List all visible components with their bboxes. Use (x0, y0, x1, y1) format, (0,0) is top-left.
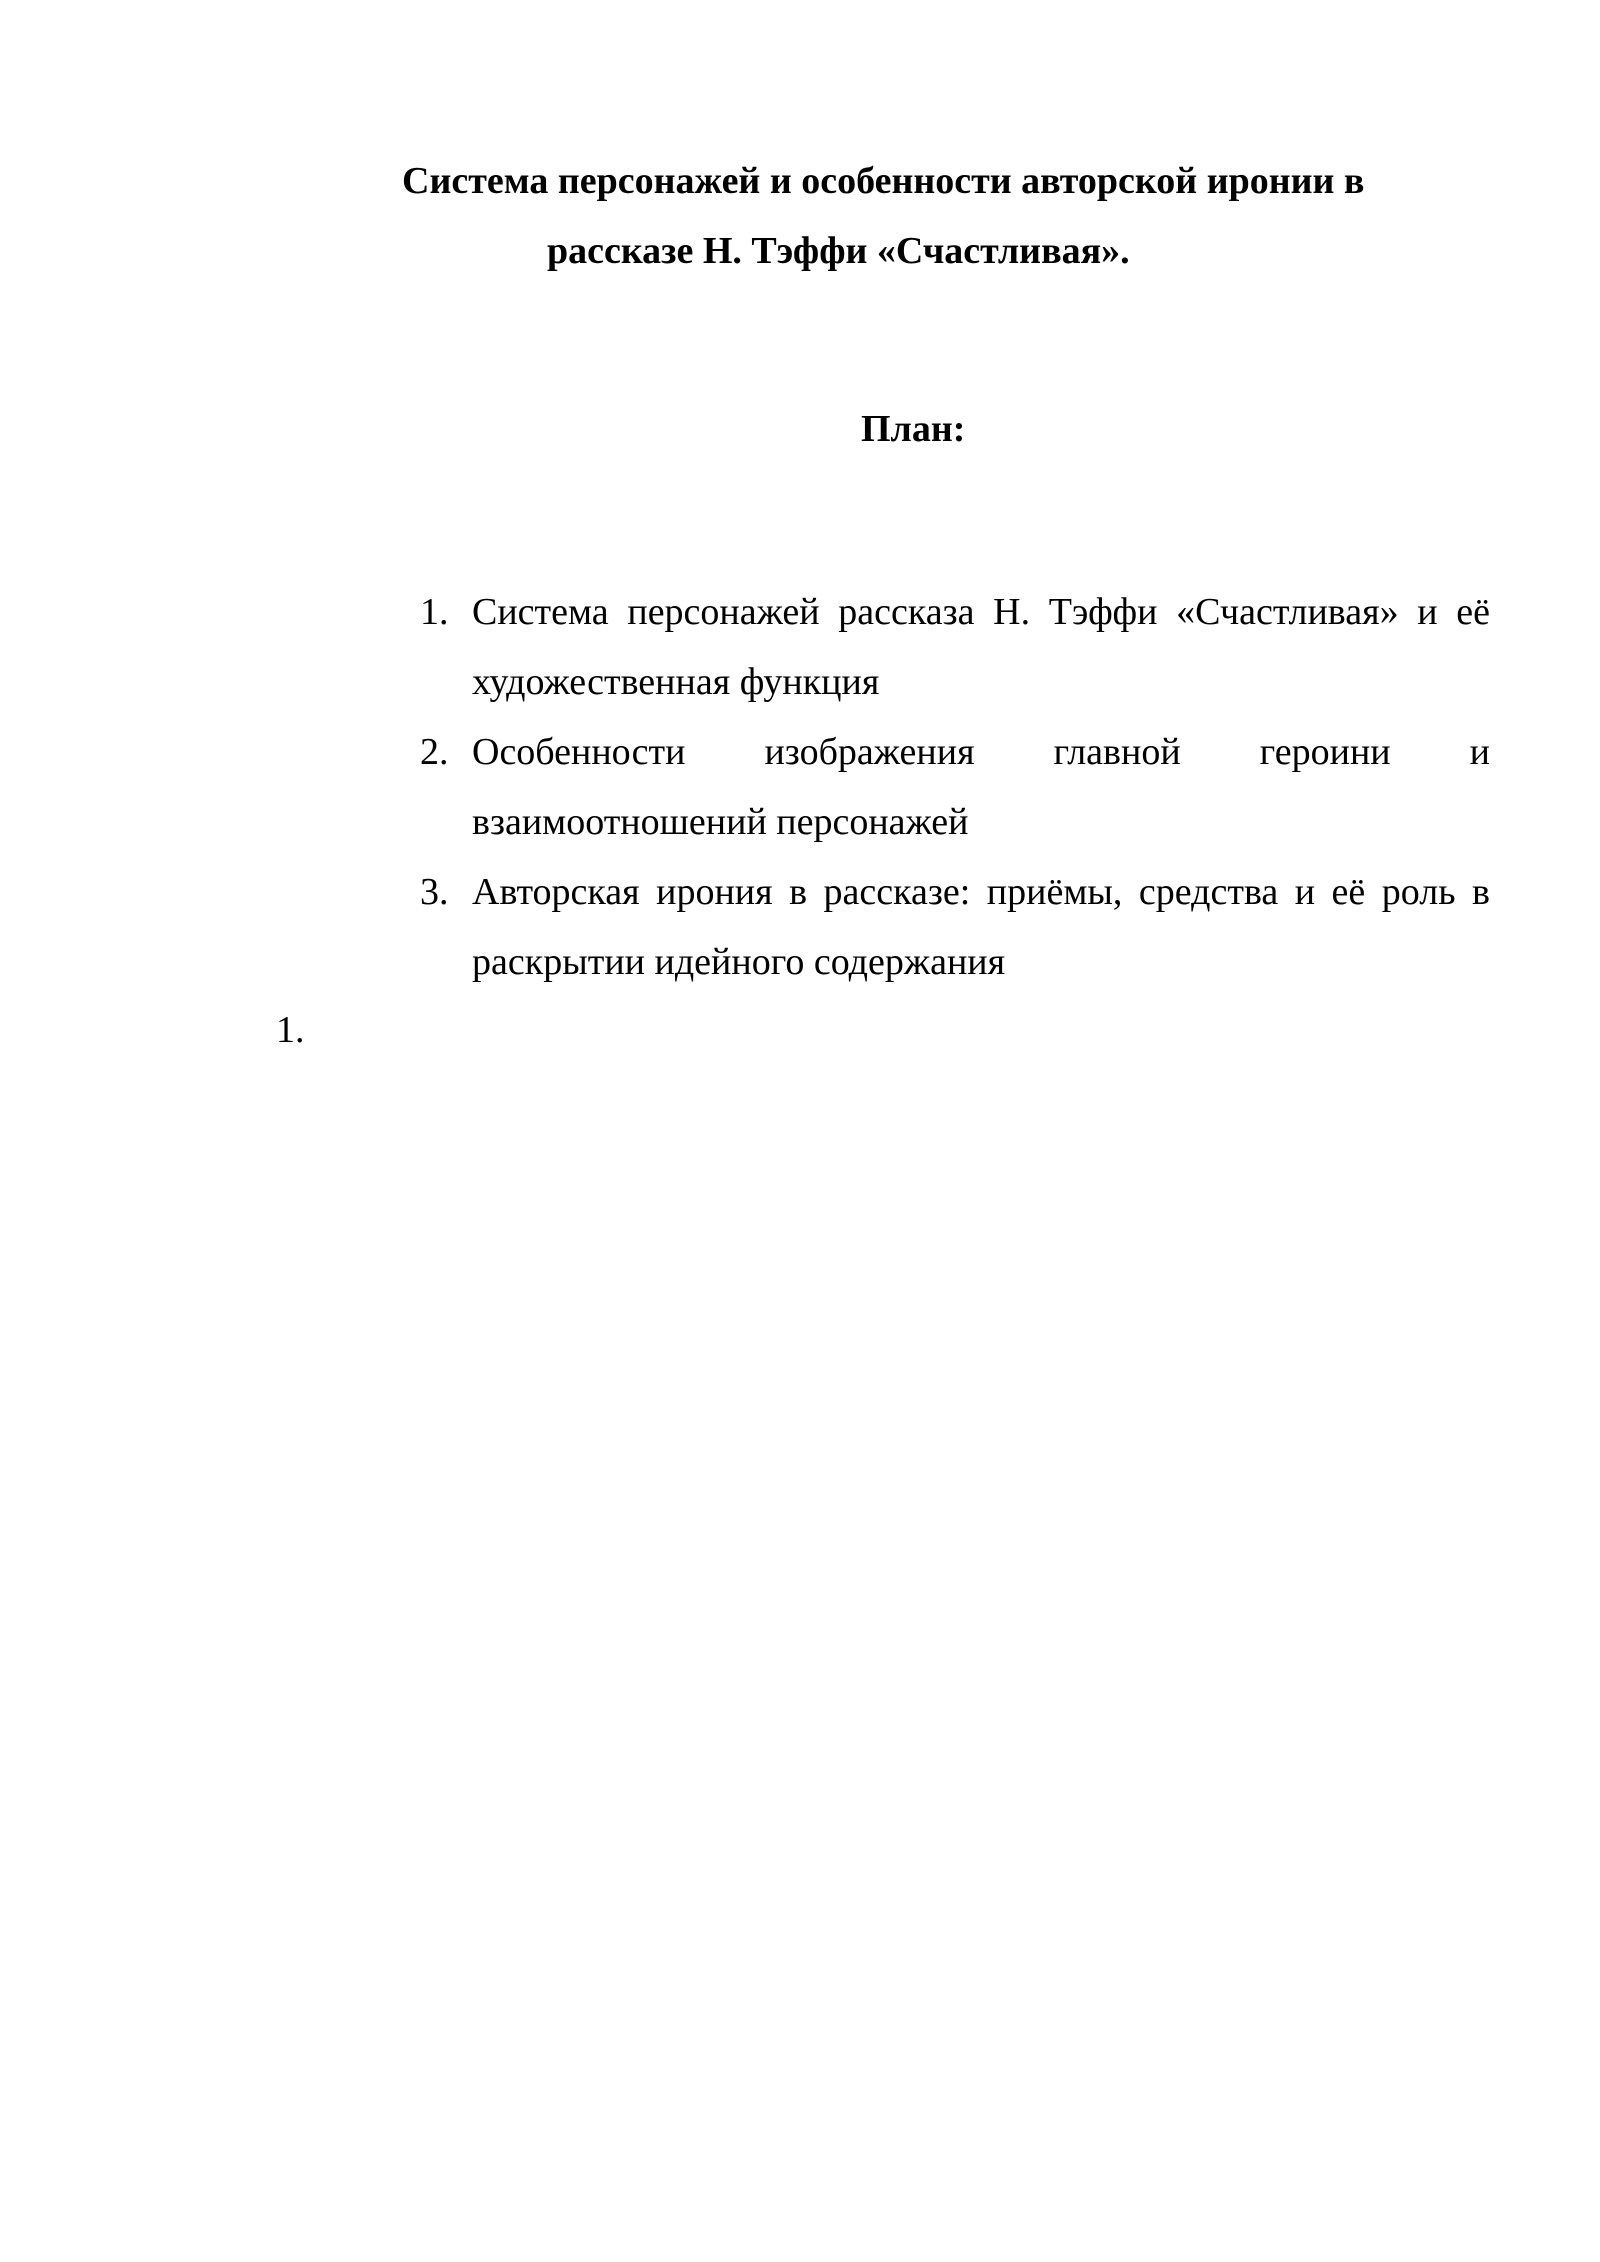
plan-item-1 (420, 577, 1490, 717)
plan-list (420, 577, 1490, 997)
plan-heading: План: (861, 408, 966, 450)
plan-item-2 (420, 717, 1490, 857)
plan-item-text: Система персонажей рассказа Н. Тэффи «Счастливая» и её художественная функция (472, 591, 1490, 703)
plan-item-text: Особенности изображения главной героини и взаимоотношений персонажей (472, 731, 1490, 843)
document-title-line-1: Система персонажей и особенности авторской иронии в (402, 160, 1365, 202)
plan-item-3 (420, 857, 1490, 997)
document-title (402, 146, 1428, 286)
empty-list-item-number: 1. (276, 1009, 305, 1051)
document-title-line-2: рассказе Н. Тэффи «Счастливая». (547, 230, 1130, 272)
plan-item-number: 3. (420, 871, 449, 913)
plan-item-number: 2. (420, 731, 449, 773)
plan-item-text: Авторская ирония в рассказе: приёмы, средства и её роль в раскрытии идейного содержания (472, 871, 1490, 983)
plan-item-number: 1. (420, 591, 449, 633)
